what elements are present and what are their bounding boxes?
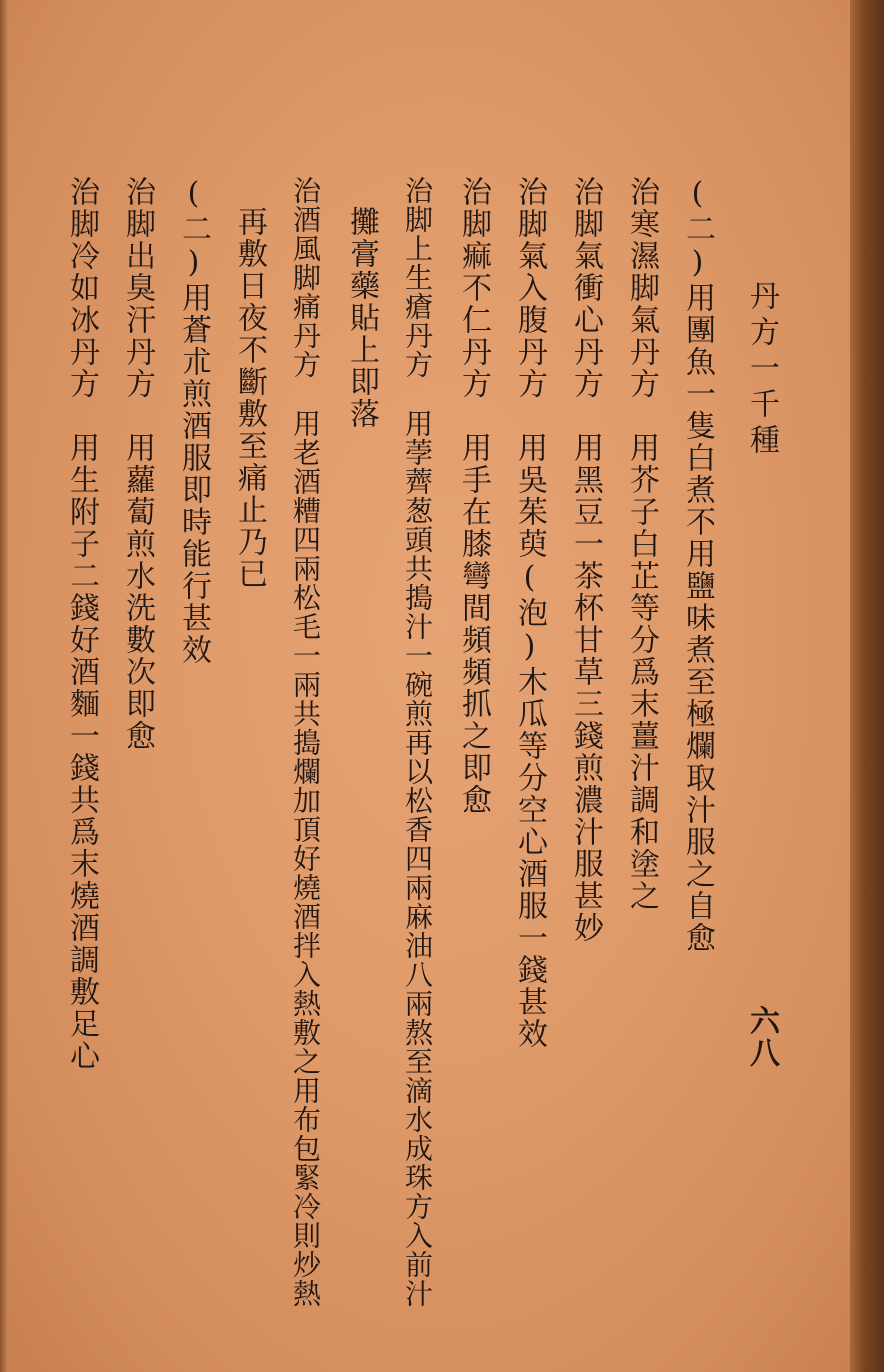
- recipe-text: 攤膏藥貼上即落: [344, 206, 379, 430]
- recipe-heading: 治脚上生瘡丹方: [401, 176, 434, 379]
- col-recipe-6: [400, 176, 434, 1308]
- col-recipe-4: [512, 176, 546, 1050]
- col-recipe-5: [456, 176, 490, 816]
- recipe-text: 用生附子二錢好酒麵一錢共爲末燒酒調敷足心: [64, 432, 99, 1072]
- recipe-text: 用蘿蔔煎水洗數次即愈: [120, 432, 155, 752]
- recipe-text: (二)用團魚一隻白煮不用鹽味煮至極爛取汁服之自愈: [680, 176, 715, 954]
- recipe-heading: 治寒濕脚氣丹方: [624, 176, 659, 400]
- recipe-text: 用手在膝彎間頻頻抓之即愈: [456, 432, 491, 816]
- recipe-heading: 治脚痲不仁丹方: [456, 176, 491, 400]
- col-recipe-9: [64, 176, 98, 1072]
- recipe-text: (二)用蒼朮煎酒服即時能行甚效: [176, 176, 211, 666]
- page-number: 六八: [744, 1005, 779, 1069]
- col-recipe-7-alt: [176, 176, 210, 666]
- recipe-text: 用黑豆一茶杯甘草三錢煎濃汁服甚妙: [568, 432, 603, 944]
- recipe-heading: 治脚氣衝心丹方: [568, 176, 603, 400]
- recipe-heading: 治脚出臭汗丹方: [120, 176, 155, 400]
- recipe-text: 用吳茱萸(泡)木瓜等分空心酒服一錢甚效: [512, 432, 547, 1050]
- col-recipe-3: [568, 176, 602, 944]
- col-recipe-8: [120, 176, 154, 752]
- recipe-text: 用荸薺葱頭共搗汁一碗煎再以松香四兩麻油八兩熬至滴水成珠方入前汁: [401, 409, 434, 1308]
- col-recipe-1-note: [680, 176, 714, 954]
- recipe-text: 用芥子白芷等分爲末薑汁調和塗之: [624, 432, 659, 912]
- book-spine: [850, 0, 884, 1372]
- col-recipe-2: [624, 176, 658, 912]
- col-recipe-7-cont: [232, 206, 266, 590]
- page-title: 丹方一千種: [744, 280, 779, 460]
- col-recipe-7: [288, 176, 322, 1308]
- col-recipe-6-cont: [344, 206, 378, 430]
- recipe-text: 用老酒糟四兩松毛一兩共搗爛加頂好燒酒拌入熱敷之用布包緊冷則炒熱: [289, 409, 322, 1308]
- recipe-heading: 治脚冷如冰丹方: [64, 176, 99, 400]
- recipe-heading: 治酒風脚痛丹方: [289, 176, 322, 379]
- recipe-text: 再敷日夜不斷敷至痛止乃已: [232, 206, 267, 590]
- recipe-heading: 治脚氣入腹丹方: [512, 176, 547, 400]
- page-left-edge: [0, 0, 8, 1372]
